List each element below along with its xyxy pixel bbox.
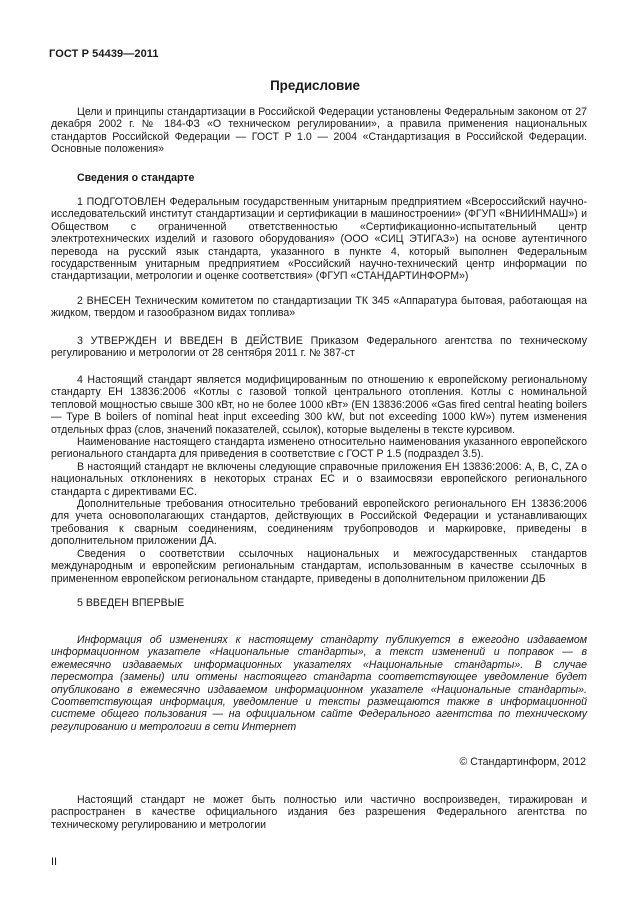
- intro-paragraph: [51, 106, 587, 156]
- intro-text: Цели и принципы стандартизации в Российской Федерации установлены Федеральным законом от 27 декабря 2002 г. № 184-ФЗ «О техническом регулировании», а правила применения национальных стандартов Российской Федерации — ГОСТ Р 1.0 — 2004 «Стандартизация в Российской Федерации. Основные положения»: [51, 106, 587, 156]
- reproduction-notice: [51, 794, 587, 831]
- item-3-text: 3 УТВЕРЖДЕН И ВВЕДЕН В ДЕЙСТВИЕ Приказом Федерального агентства по техническому регулированию и метрологии от 28 сентября 2011 г. № 387-ст: [51, 335, 587, 360]
- item-5: [51, 597, 587, 609]
- item-2-text: 2 ВНЕСЕН Техническим комитетом по стандартизации ТК 345 «Аппаратура бытовая, работающая на жидком, твердом и газообразном видах топлива»: [51, 295, 587, 320]
- item-3: [51, 335, 587, 360]
- item-5-text: 5 ВВЕДЕН ВПЕРВЫЕ: [77, 597, 185, 609]
- item-4-paragraph-1: 4 Настоящий стандарт является модифицированным по отношению к европейскому региональному стандарту ЕН 13836:2006 «Котлы с газовой топкой центрального отопления. Котлы с номинальной тепловой мощностью свыше 300 кВт, но не более 1000 кВт» (EN 13836:2006 «Gas fired central heating boilers — Type B boilers of nominal heat input exceeding 300 kW, but not exceeding 1000 kW») путем изменения отдельных фраз (слов, значений показателей, ссылок), которые выделены в тексте курсивом.: [51, 374, 587, 436]
- item-1-text: 1 ПОДГОТОВЛЕН Федеральным государственным унитарным предприятием «Всероссийский научно-исследовательский институт стандартизации и сертификации в машиностроении» (ФГУП «ВНИИНМАШ») и Обществом с ограниченной ответственностью «Сертификационно-испытательный центр электротехнических изделий и газового оборудования» (ООО «СИЦ ЭТИГАЗ») на основе аутентичного перевода на русский язык стандарта, указанного в пункте 4, который выполнен Федеральным государственным унитарным предприятием «Российский научно-технический центр информации по стандартизации, метрологии и оценке соответствия» (ФГУП «СТАНДАРТИНФОРМ»): [51, 196, 587, 283]
- page-number: II: [51, 856, 58, 868]
- info-notice-text: Информация об изменениях к настоящему стандарту публикуется в ежегодно издаваемом информационном указателе «Национальные стандарты», а текст изменений и поправок — в ежемесячно издаваемых информационных указателях «Национальные стандарты». В случае пересмотра (замены) или отмены настоящего стандарта соответствующее уведомление будет опубликовано в ежемесячно издаваемом информационном указателе «Национальные стандарты». Соответствующая информация, уведомление и тексты размещаются также в информационной системе общего пользования — на официальном сайте Федерального агентства по техническому регулированию и метрологии в сети Интернет: [51, 634, 587, 733]
- item-4-paragraph-3: В настоящий стандарт не включены следующие справочные приложения ЕН 13836:2006: А, В, С, ZA о национальных отклонениях в некоторых странах ЕС и о взаимосвязи европейского регионального стандарта с директивами ЕС.: [51, 460, 587, 498]
- item-4-paragraph-5: Сведения о соответствии ссылочных национальных и межгосударственных стандартов международным и европейским региональным стандартам, использованным в качестве ссылочных в примененном европейском региональном стандарте, приведены в дополнительном приложении ДБ: [51, 547, 587, 585]
- section-heading: Сведения о стандарте: [77, 172, 195, 184]
- reproduction-notice-text: Настоящий стандарт не может быть полностью или частично воспроизведен, тиражирован и распространен в качестве официального издания без разрешения Федерального агентства по техническому регулированию и метрологии: [51, 794, 587, 831]
- page-title: Предисловие: [270, 78, 360, 93]
- item-4-paragraph-4: Дополнительные требования относительно требований европейского регионального ЕН 13836:2006 для учета основополагающих стандартов, действующих в Российской Федерации и устанавливающих требования к сварным соединениям, соединениям трубопроводов и маркировке, приведены в дополнительном приложении ДА.: [51, 498, 587, 548]
- document-code-header: ГОСТ Р 54439—2011: [49, 48, 159, 60]
- item-1: [51, 196, 587, 283]
- item-4: [51, 374, 587, 585]
- item-4-paragraph-2: Наименование настоящего стандарта изменено относительно наименования указанного европейского регионального стандарта для приведения в соответствие с ГОСТ Р 1.5 (подраздел 3.5).: [51, 436, 587, 461]
- item-2: [51, 295, 587, 320]
- copyright-line: © Стандартинформ, 2012: [459, 756, 586, 768]
- info-notice: [51, 634, 587, 733]
